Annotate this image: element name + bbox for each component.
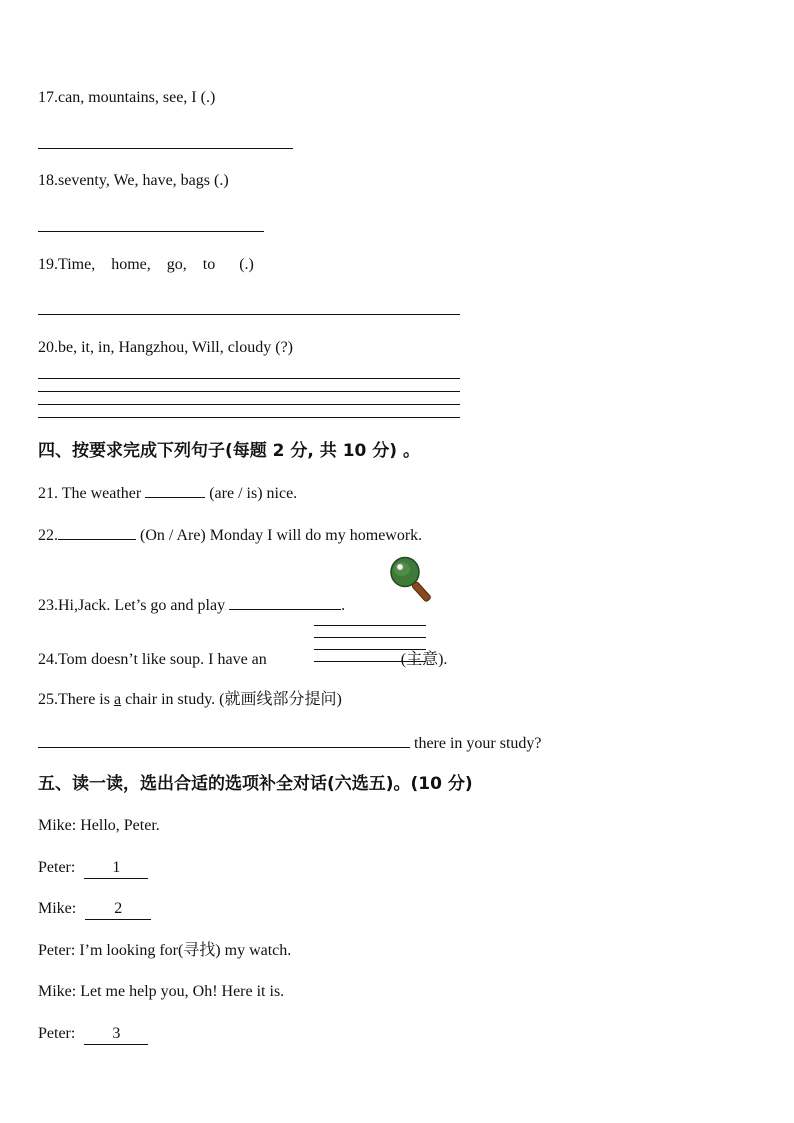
question-23-after: . (341, 597, 346, 614)
answer-line-20-d[interactable] (38, 417, 460, 418)
dialog-blank-3[interactable] (84, 1024, 148, 1045)
answer-line-17[interactable] (38, 148, 293, 149)
dialog-line-6 (38, 1024, 148, 1045)
section-4-heading: 四、按要求完成下列句子(每题 2 分, 共 10 分) 。 (38, 441, 420, 461)
question-24-before: 24.Tom doesn’t like soup. I have an (38, 651, 271, 668)
section-5-heading: 五、读一读，选出合适的选项补全对话(六选五)。(10 分) (38, 774, 473, 794)
question-22 (38, 525, 422, 546)
blank-22[interactable] (58, 525, 136, 540)
dialog-speaker: Mike: (38, 900, 77, 917)
answer-line-24-a[interactable] (314, 625, 426, 626)
dialog-text: Hello, Peter. (76, 817, 160, 834)
question-17: 17.can, mountains, see, I (.) (38, 89, 216, 106)
dialog-text: I’m looking for(寻找) my watch. (75, 942, 292, 959)
dialog-speaker: Peter: (38, 942, 76, 959)
answer-25 (38, 733, 542, 754)
question-25-underlined-word: a (113, 691, 122, 708)
question-24-after: (主意). (396, 651, 448, 668)
dialog-line-2 (38, 858, 148, 879)
question-25 (38, 690, 342, 710)
question-21-before: 21. The weather (38, 485, 146, 502)
answer-line-20-c[interactable] (38, 404, 460, 405)
dialog-blank-number: 3 (112, 1025, 121, 1042)
question-19: 19.Time, home, go, to (.) (38, 256, 254, 273)
dialog-text: Let me help you, Oh! Here it is. (76, 983, 285, 1000)
answer-25-suffix: there in your study? (410, 735, 542, 752)
dialog-line-3 (38, 899, 151, 920)
question-21 (38, 483, 297, 504)
dialog-line-4 (38, 941, 291, 961)
dialog-line-1 (38, 816, 160, 836)
dialog-speaker: Peter: (38, 859, 76, 876)
dialog-blank-2[interactable] (85, 899, 151, 920)
blank-23[interactable] (229, 595, 341, 610)
question-22-after: (On / Are) Monday I will do my homework. (136, 527, 423, 544)
dialog-line-5 (38, 982, 284, 1002)
ping-pong-paddle-icon (389, 556, 441, 608)
question-25-after: chair in study. (就画线部分提问) (121, 691, 342, 708)
answer-line-20-b[interactable] (38, 391, 460, 392)
blank-21[interactable] (145, 483, 205, 498)
question-22-before: 22. (38, 527, 58, 544)
question-23 (38, 595, 345, 616)
answer-line-18[interactable] (38, 231, 264, 232)
dialog-speaker: Peter: (38, 1025, 76, 1042)
question-24 (38, 650, 447, 670)
dialog-speaker: Mike: (38, 817, 77, 834)
dialog-speaker: Mike: (38, 983, 77, 1000)
question-21-after: (are / is) nice. (205, 485, 298, 502)
dialog-blank-1[interactable] (84, 858, 148, 879)
question-23-before: 23.Hi,Jack. Let’s go and play (38, 597, 230, 614)
answer-line-19[interactable] (38, 314, 460, 315)
blank-25[interactable] (38, 733, 410, 748)
answer-line-20-a[interactable] (38, 378, 460, 379)
dialog-blank-number: 2 (114, 900, 123, 917)
dialog-blank-number: 1 (112, 859, 121, 876)
answer-line-24-b[interactable] (314, 637, 426, 638)
question-20: 20.be, it, in, Hangzhou, Will, cloudy (?) (38, 339, 294, 356)
question-25-before: 25.There is (38, 691, 114, 708)
question-18: 18.seventy, We, have, bags (.) (38, 172, 229, 189)
